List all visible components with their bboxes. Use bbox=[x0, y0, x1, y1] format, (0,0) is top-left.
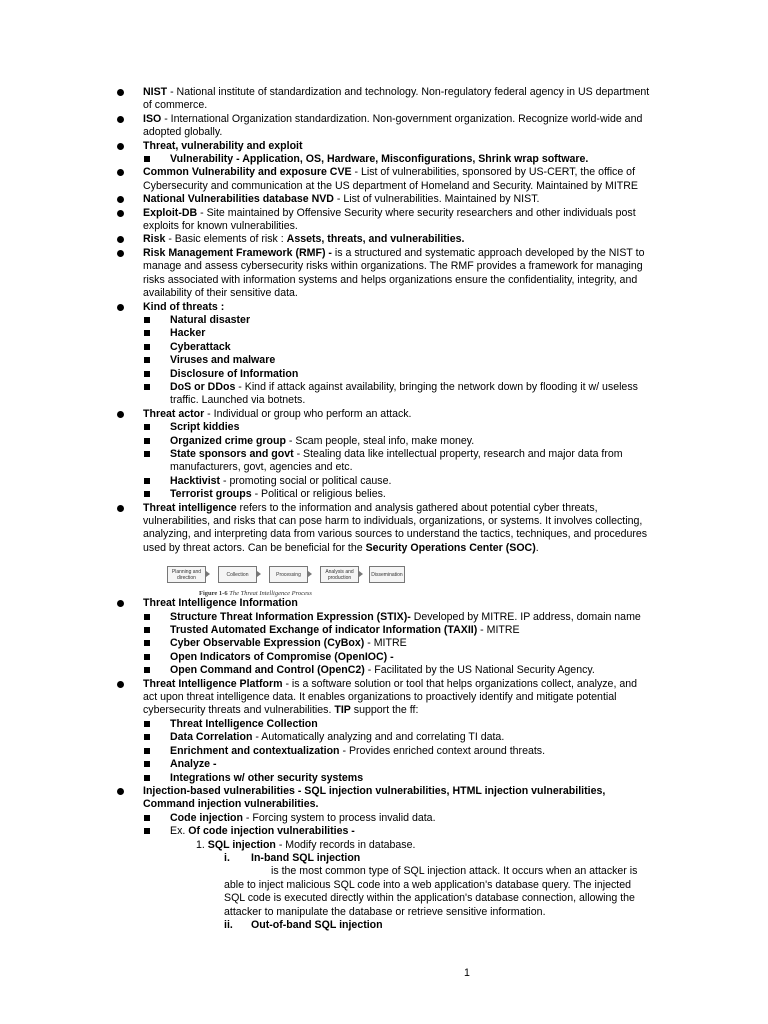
square-bullet-icon bbox=[144, 627, 150, 633]
term: Natural disaster bbox=[170, 313, 251, 326]
sub-item-state-sponsors bbox=[0, 448, 768, 475]
term: Analyze - bbox=[170, 758, 217, 771]
term: DoS or DDos bbox=[170, 380, 236, 393]
description: - MITRE bbox=[477, 624, 520, 637]
list-item-threat-actor bbox=[0, 408, 768, 421]
sub-item-analyze bbox=[0, 758, 768, 771]
item-numeral: i. bbox=[224, 851, 230, 864]
term: ISO bbox=[143, 112, 162, 125]
bullet-icon bbox=[117, 600, 124, 607]
page-number: 1 bbox=[464, 967, 470, 979]
sub-item-ti-collection bbox=[0, 718, 768, 731]
square-bullet-icon bbox=[144, 451, 150, 457]
sub-item-integrations bbox=[0, 772, 768, 785]
square-bullet-icon bbox=[144, 344, 150, 350]
notes-list bbox=[0, 86, 768, 932]
sub-item-kind bbox=[0, 341, 768, 354]
arrow-right-icon bbox=[257, 571, 261, 577]
bullet-icon bbox=[117, 143, 124, 150]
square-bullet-icon bbox=[144, 828, 150, 834]
term: Hacktivist bbox=[170, 474, 221, 487]
term-2: Security Operations Center (SOC) bbox=[365, 541, 536, 554]
term: Exploit-DB bbox=[143, 206, 198, 219]
process-step: Planning and direction bbox=[167, 566, 206, 583]
term: State sponsors and govt bbox=[170, 447, 294, 460]
bullet-icon bbox=[117, 788, 124, 795]
term: Threat intelligence bbox=[143, 501, 237, 514]
description: - MITRE bbox=[364, 637, 407, 650]
bullet-icon bbox=[117, 236, 124, 243]
sub-item-example bbox=[0, 825, 768, 838]
term: Viruses and malware bbox=[170, 354, 276, 367]
bullet-icon bbox=[117, 89, 124, 96]
bullet-icon bbox=[117, 304, 124, 311]
description: refers to the information and analysis gathered about potential cyber threats, vulnerabilities, and risks that can pose harm to individuals, organizations, or systems. It involves collecting, analyzing, and interpreting data from various sources to understand the tactics, techniques, and procedures used by threat actors. Can be beneficial for the bbox=[143, 501, 648, 554]
term: Kind of threats : bbox=[143, 300, 225, 313]
term-2: TIP bbox=[334, 704, 351, 717]
description: - Forcing system to process invalid data. bbox=[242, 811, 436, 824]
square-bullet-icon bbox=[144, 775, 150, 781]
square-bullet-icon bbox=[144, 424, 150, 430]
description: - Modify records in database. bbox=[275, 838, 416, 851]
bullet-icon bbox=[117, 116, 124, 123]
description: - List of vulnerabilities, sponsored by US-CERT, the office of Cybersecurity and communication at the US department of Homeland and Security. Maintained by MITRE bbox=[143, 166, 638, 192]
term: Threat actor bbox=[143, 407, 205, 420]
term-2: Assets, threats, and vulnerabilities. bbox=[286, 233, 465, 246]
sub-item-enrichment bbox=[0, 745, 768, 758]
process-step: Processing bbox=[269, 566, 308, 583]
square-bullet-icon bbox=[144, 734, 150, 740]
square-bullet-icon bbox=[144, 478, 150, 484]
list-item-tip bbox=[0, 678, 768, 718]
square-bullet-icon bbox=[144, 761, 150, 767]
sub-item-code-injection bbox=[0, 812, 768, 825]
sub-item-kind bbox=[0, 354, 768, 367]
description: - International Organization standardization. Non-government organization. Recognize world-wide and adopted globally. bbox=[143, 112, 643, 139]
square-bullet-icon bbox=[144, 330, 150, 336]
bullet-icon bbox=[117, 210, 124, 217]
process-step: Dissemination bbox=[369, 566, 405, 583]
term: Of code injection vulnerabilities - bbox=[188, 825, 355, 838]
sub-item-kind bbox=[0, 368, 768, 381]
process-step: Analysis and production bbox=[320, 566, 359, 583]
sub-item-terrorist bbox=[0, 488, 768, 501]
term: Organized crime group bbox=[170, 434, 286, 447]
square-bullet-icon bbox=[144, 748, 150, 754]
square-bullet-icon bbox=[144, 815, 150, 821]
term: Hacker bbox=[170, 327, 206, 340]
sub-item-kind bbox=[0, 314, 768, 327]
description: - Basic elements of risk : bbox=[165, 233, 287, 246]
bullet-icon bbox=[117, 681, 124, 688]
roman-item-out-of-band bbox=[0, 919, 768, 932]
sub-item-organized-crime bbox=[0, 435, 768, 448]
sub-item-hacktivist bbox=[0, 475, 768, 488]
bullet-icon bbox=[117, 250, 124, 257]
description: - Provides enriched context around threats. bbox=[339, 744, 546, 757]
list-item-nist bbox=[0, 86, 768, 113]
bullet-icon bbox=[117, 505, 124, 512]
square-bullet-icon bbox=[144, 371, 150, 377]
term: Structure Threat Information Expression (STIX)- bbox=[170, 610, 411, 623]
term: In-band SQL injection bbox=[251, 851, 361, 864]
square-bullet-icon bbox=[144, 491, 150, 497]
square-bullet-icon bbox=[144, 357, 150, 363]
term: Out-of-band SQL injection bbox=[251, 918, 383, 931]
list-item-nvd bbox=[0, 193, 768, 206]
sub-item-openioc bbox=[0, 651, 768, 664]
description: Developed by MITRE. IP address, domain name bbox=[410, 610, 641, 623]
square-bullet-icon bbox=[144, 721, 150, 727]
sub-item-taxii bbox=[0, 624, 768, 637]
arrow-right-icon bbox=[308, 571, 312, 577]
arrow-right-icon bbox=[359, 571, 363, 577]
caption-label: Figure 1-6 bbox=[199, 590, 228, 597]
square-bullet-icon bbox=[144, 654, 150, 660]
list-item-risk bbox=[0, 233, 768, 246]
list-item-injection bbox=[0, 785, 768, 812]
bullet-icon bbox=[117, 196, 124, 203]
term: Trusted Automated Exchange of indicator Information (TAXII) bbox=[170, 624, 478, 637]
term: Script kiddies bbox=[170, 421, 240, 434]
term: Threat Intelligence Information bbox=[143, 597, 298, 610]
term: Cyberattack bbox=[170, 340, 231, 353]
description: - Automatically analyzing and and correlating TI data. bbox=[252, 731, 505, 744]
term: Open Indicators of Compromise (OpenIOC) - bbox=[170, 650, 394, 663]
list-item-kinds bbox=[0, 301, 768, 314]
term: Common Vulnerability and exposure CVE bbox=[143, 166, 352, 179]
list-item-threat-intelligence bbox=[0, 502, 768, 556]
description: - Individual or group who perform an attack. bbox=[204, 407, 412, 420]
description: - promoting social or political cause. bbox=[220, 474, 392, 487]
term: Cyber Observable Expression (CyBox) bbox=[170, 637, 365, 650]
term: National Vulnerabilities database NVD bbox=[143, 193, 334, 206]
description: - Stealing data like intellectual property, research and major data from manufacturers, govt, agencies and etc. bbox=[170, 447, 623, 474]
description: - is a software solution or tool that helps organizations collect, analyze, and act upon threat intelligence data. It enables organizations to proactively identify and mitigate potential cybersecurity threats and vulnerabilities. bbox=[143, 677, 638, 717]
square-bullet-icon bbox=[144, 614, 150, 620]
term: NIST bbox=[143, 86, 168, 98]
sub-item-data-correlation bbox=[0, 731, 768, 744]
description: - Kind if attack against availability, bringing the network down by flooding it w/ useless traffic. Launched via botnets. bbox=[170, 380, 638, 407]
list-item-cve bbox=[0, 166, 768, 193]
bullet-icon bbox=[117, 169, 124, 176]
sub-item-dos bbox=[0, 381, 768, 408]
term: Vulnerability - Application, OS, Hardware, Misconfigurations, Shrink wrap software. bbox=[170, 153, 589, 166]
threat-intelligence-process-figure bbox=[167, 562, 403, 597]
numbered-item-sql-injection bbox=[0, 839, 768, 852]
prefix: Ex. bbox=[170, 825, 189, 838]
item-number: 1. bbox=[196, 838, 205, 851]
sub-item-vulnerability bbox=[0, 153, 768, 166]
term: SQL injection bbox=[207, 838, 276, 851]
description: - Scam people, steal info, make money. bbox=[285, 434, 475, 447]
bullet-icon bbox=[117, 411, 124, 418]
description: is a structured and systematic approach developed by the NIST to manage and assess cybersecurity risks within organizations. The RMF provides a framework for managing risks associated with information systems and helps organizations ensure the confidentiality, integrity, and availability of their sensitive data. bbox=[143, 246, 645, 300]
term: Code injection bbox=[170, 811, 243, 824]
term: Enrichment and contextualization bbox=[170, 744, 340, 757]
sub-item-openc2 bbox=[0, 664, 768, 677]
description-2: support the ff: bbox=[350, 704, 419, 717]
description: - List of vulnerabilities. Maintained by NIST. bbox=[333, 193, 540, 206]
figure-caption bbox=[199, 587, 312, 600]
list-item-rmf bbox=[0, 247, 768, 301]
process-step: Collection bbox=[218, 566, 257, 583]
square-bullet-icon bbox=[144, 438, 150, 444]
in-band-description: is the most common type of SQL injection attack. It occurs when an attacker is able to inject malicious SQL code into a web application's database query. The injected SQL code is executed directly within the application's database connection, allowing the attacker to manipulate the database or retrieve sensitive information. bbox=[224, 865, 638, 918]
caption-text: The Threat Intelligence Process bbox=[227, 590, 312, 597]
list-item-exploit-db bbox=[0, 207, 768, 234]
term: Injection-based vulnerabilities - SQL injection vulnerabilities, HTML injection vulnerabilities, Command injection vulnerabilities. bbox=[143, 784, 606, 811]
sub-item-stix bbox=[0, 611, 768, 624]
term: Threat Intelligence Platform bbox=[143, 677, 283, 690]
description: - Facilitated by the US National Security Agency. bbox=[364, 664, 595, 677]
list-item-tve bbox=[0, 140, 768, 153]
term: Risk Management Framework (RMF) - bbox=[143, 246, 332, 259]
square-bullet-icon bbox=[144, 384, 150, 390]
description: - National institute of standardization and technology. Non-regulatory federal agency in US department of commerce. bbox=[143, 86, 650, 112]
term: Terrorist groups bbox=[170, 488, 252, 501]
term: Data Correlation bbox=[170, 731, 253, 744]
sub-item-cybox bbox=[0, 637, 768, 650]
square-bullet-icon bbox=[144, 317, 150, 323]
square-bullet-icon bbox=[144, 640, 150, 646]
sub-item-script-kiddies bbox=[0, 421, 768, 434]
description: - Political or religious belies. bbox=[251, 488, 386, 501]
sub-item-kind bbox=[0, 327, 768, 340]
roman-item-in-band bbox=[0, 852, 768, 865]
list-item-iso bbox=[0, 113, 768, 140]
square-bullet-icon bbox=[144, 156, 150, 162]
term: Disclosure of Information bbox=[170, 367, 299, 380]
term: Risk bbox=[143, 233, 166, 246]
square-bullet-icon bbox=[144, 667, 150, 673]
description-2: . bbox=[535, 541, 539, 554]
arrow-right-icon bbox=[206, 571, 210, 577]
list-item-ti-information bbox=[0, 597, 768, 610]
description: - Site maintained by Offensive Security where security researchers and other individuals post exploits for known vulnerabilities. bbox=[143, 206, 636, 233]
term: Open Command and Control (OpenC2) bbox=[170, 664, 365, 677]
term: Integrations w/ other security systems bbox=[170, 771, 364, 784]
term: Threat, vulnerability and exploit bbox=[143, 139, 303, 152]
item-numeral: ii. bbox=[224, 918, 233, 931]
term: Threat Intelligence Collection bbox=[170, 717, 318, 730]
